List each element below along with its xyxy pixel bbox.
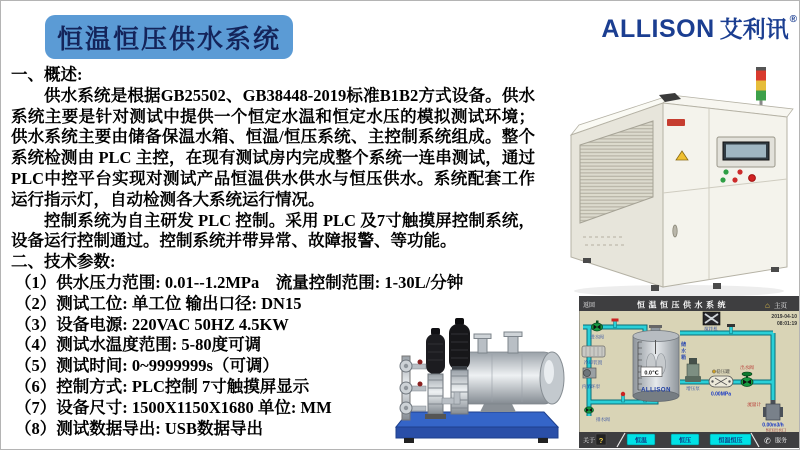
- parameter-item: （3）设备电源: 220VAC 50HZ 4.5KW: [15, 314, 289, 334]
- door-handle: [673, 225, 677, 237]
- cooler-icon: [582, 346, 605, 357]
- tank-brand-label: ALLISON: [641, 387, 671, 394]
- circulation-pump-icon: [583, 368, 596, 378]
- hmi-date: 2019-04-10: [771, 314, 797, 320]
- drain-valve-icon: [585, 407, 594, 413]
- parameter-item: （6）控制方式: PLC控制 7寸触摸屏显示: [15, 376, 310, 396]
- brand-logo: [597, 14, 797, 43]
- outlet-valve-label: 出水阀: [740, 365, 754, 370]
- green-button-icon: [720, 177, 725, 182]
- page-title-text: 恒温恒压供水系统: [56, 23, 281, 54]
- parameter-item: （2）测试工位: 单工位 输出口径: DN15: [15, 293, 302, 313]
- hmi-mode-buttons: [627, 434, 751, 445]
- overview-heading: 一、概述:: [11, 65, 83, 84]
- circulation-pump-label: 内循环泵: [581, 384, 601, 389]
- svg-text:箱: 箱: [680, 355, 687, 361]
- pump-unit-photo: [392, 300, 570, 450]
- parameter-item: （7）设备尺寸: 1500X1150X1680 单位: MM: [15, 397, 332, 417]
- home-icon: ⌂: [765, 301, 770, 310]
- hmi-title: 恒温恒压供水系统: [637, 300, 729, 310]
- red-button-icon: [737, 169, 742, 174]
- pressure-readout: 0.00MPa: [710, 391, 732, 398]
- constant-temp-button-label: 恒温: [634, 438, 648, 445]
- tank-name-label: [680, 341, 687, 361]
- vertical-pump: [425, 328, 446, 419]
- help-icon-glyph: ?: [598, 436, 604, 445]
- red-button-icon: [732, 177, 737, 182]
- flow-readout: 0.00m3/h: [762, 422, 784, 429]
- drain-valve-label: 排水阀: [596, 417, 610, 422]
- base-frame: [396, 412, 558, 443]
- outlet-valve-icon: [741, 372, 753, 387]
- constant-pressure-button-label: 恒压: [678, 438, 692, 445]
- hmi-screenshot: [579, 296, 800, 448]
- overview-paragraph-2: 控制系统为自主研发 PLC 控制。采用 PLC 及7寸触摸屏控制系统，设备运行控制通过。控制系统并带异常、故障报警、等功能。: [11, 210, 536, 251]
- svg-text:水: 水: [680, 348, 687, 355]
- flow-meter-label: 流量计: [747, 402, 761, 407]
- green-button-icon: [723, 169, 728, 174]
- parameter-item: （4）测试水温度范围: 5-80度可调: [15, 335, 262, 355]
- parameter-item: （5）测试时间: 0~9999999s（可调）: [15, 356, 279, 376]
- inlet-valve-label: 进水阀: [590, 334, 604, 340]
- mixer-label: 搅拌机: [704, 326, 718, 332]
- service-button: 服务: [775, 438, 788, 445]
- cabinet-front-face: [663, 103, 787, 287]
- parameter-item: （8）测试数据导出: USB数据导出: [15, 418, 263, 438]
- booster-pump-label: 增压泵: [686, 386, 700, 391]
- brand-sticker: [667, 119, 685, 126]
- stabilizer-label: 稳压罐: [716, 369, 730, 374]
- mixer-icon: [703, 312, 720, 325]
- outlet-port-label: 恒压出水口: [766, 427, 786, 433]
- registered-mark-icon: ®: [789, 14, 797, 25]
- equipment-cabinet-photo: [563, 59, 799, 299]
- about-button: 关于: [583, 438, 596, 445]
- hmi-home-button: 主页: [774, 302, 787, 310]
- estop-button-icon: [749, 175, 756, 182]
- page-title: [45, 15, 293, 59]
- constant-temp-pressure-button-label: 恒温恒压: [718, 438, 743, 445]
- phone-icon: ✆: [764, 436, 771, 446]
- hmi-time: 08:01:19: [776, 321, 797, 327]
- tee-valve-icon: [621, 392, 625, 402]
- cooler-label: 冷却装置: [583, 360, 603, 365]
- tank-temperature-readout: 0.0℃: [644, 370, 659, 377]
- parameter-item: （1）供水压力范围: 0.01--1.2MPa 流量控制范围: 1-30L/分钟: [15, 272, 464, 292]
- logo-chinese: 艾利讯: [719, 16, 789, 42]
- hmi-back-button: 返回: [583, 303, 596, 309]
- svg-text:储: 储: [680, 342, 687, 348]
- parameters-heading: 二、技术参数:: [11, 252, 116, 272]
- pressure-tank: [458, 332, 564, 412]
- logo-wordmark: ALLISON: [601, 15, 715, 43]
- overview-paragraph-1: 供水系统是根据GB25502、GB38448-2019标准B1B2方式设备。供水系统主要是针对测试中提供一个恒定水温和恒定水压的模拟测试环境；供水系统主要由储备保温水箱、恒温/恒压系统、主控制系统组成。整个系统检测由 PLC 主控，在现有测试房内完成整个系统一连串测试，通过PLC中控平台实现对测试产品恒温供水供水与恒压供水。系统配套工作运行指示灯，自动检测各大系统运行情况。: [11, 85, 535, 209]
